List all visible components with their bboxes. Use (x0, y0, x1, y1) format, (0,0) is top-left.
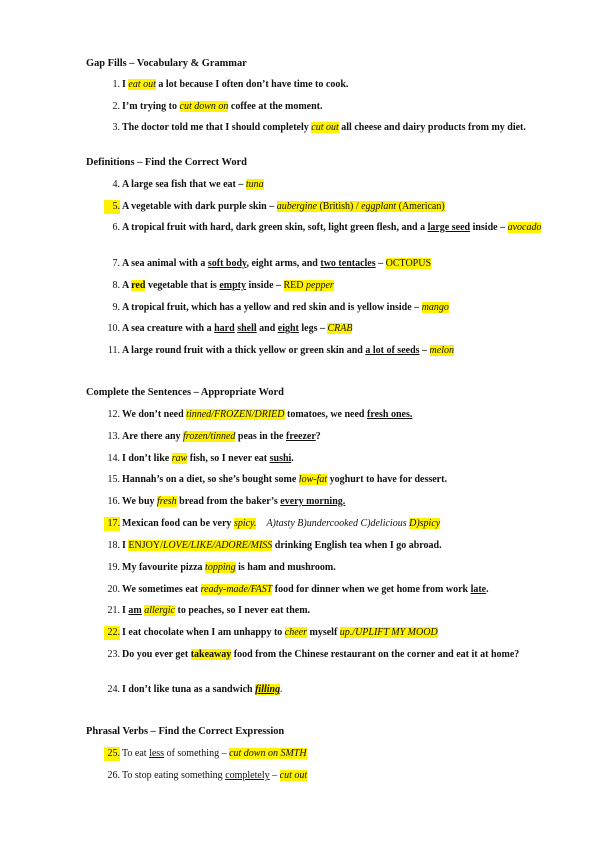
answer-highlight: ready-made/FAST (200, 584, 273, 595)
item-text: We sometimes eat ready-made/FAST food for dinner when we get home from work late. (122, 584, 489, 595)
item-number: 25. (104, 747, 120, 761)
item-text: A vegetable with dark purple skin – aubergine (British) / eggplant (American) (122, 201, 445, 212)
option-d: D)spicy (409, 518, 441, 529)
answer-highlight: cut out (279, 770, 308, 781)
item-text: To eat less of something – cut down on SMTH (122, 748, 307, 759)
item-number: 2. (112, 101, 120, 112)
item-number: 9. (112, 302, 120, 313)
answer-highlight: OCTOPUS (385, 258, 432, 269)
item-number: 10. (107, 323, 120, 334)
item-text: I eat out a lot because I often don’t have time to cook. (122, 79, 349, 90)
item-text: I eat chocolate when I am unhappy to cheer myself up./UPLIFT MY MOOD (122, 627, 438, 638)
answer-highlight: RED (283, 280, 307, 291)
option-a: A)tasty (266, 518, 295, 529)
item-text: A sea creature with a hard shell and eight legs – CRAB (122, 323, 353, 334)
item-text: A tropical fruit, which has a yellow and red skin and is yellow inside – mango (122, 302, 449, 313)
section-title-gap-fills: Gap Fills – Vocabulary & Grammar (86, 58, 247, 69)
answer-highlight: raw (171, 453, 188, 464)
item-text: Are there any frozen/tinned peas in the freezer? (122, 431, 321, 442)
item-number: 23. (107, 649, 120, 660)
answer-highlight: allergic (144, 605, 175, 616)
item-number: 6. (112, 222, 120, 233)
item-number: 20. (107, 584, 120, 595)
answer-highlight: aubergine (276, 201, 317, 212)
answer-highlight: takeaway (190, 649, 232, 660)
section-title-phrasal-verbs: Phrasal Verbs – Find the Correct Expression (86, 726, 285, 737)
item-number: 13. (107, 431, 120, 442)
item-number: 24. (107, 684, 120, 695)
answer-highlight: spicy. (233, 518, 257, 529)
item-number: 12. (107, 409, 120, 420)
answer-highlight: fresh (157, 496, 177, 507)
item-number: 18. (107, 540, 120, 551)
item-text: Mexican food can be very spicy. A)tasty B)undercooked C)delicious D)spicy (122, 518, 441, 529)
item-text: I’m trying to cut down on coffee at the moment. (122, 101, 323, 112)
option-c: C)delicious (360, 518, 407, 529)
item-number: 22. (104, 626, 120, 640)
item-number: 1. (112, 79, 120, 90)
item-number: 16. (107, 496, 120, 507)
answer-highlight: cheer (284, 627, 308, 638)
answer-highlight: low-fat (298, 474, 328, 485)
item-number: 26. (107, 770, 120, 781)
item-text: We buy fresh bread from the baker’s every morning. (122, 496, 346, 507)
item-text: A large sea fish that we eat – tuna (122, 179, 264, 190)
answer-highlight: avocado (507, 222, 542, 233)
answer-highlight: CRAB (327, 323, 353, 334)
item-text: My favourite pizza topping is ham and mushroom. (122, 562, 336, 573)
item-number: 7. (112, 258, 120, 269)
item-text: I ENJOY/LOVE/LIKE/ADORE/MISS drinking English tea when I go abroad. (122, 540, 442, 551)
item-text: The doctor told me that I should completely cut out all cheese and dairy products from my diet. (122, 122, 526, 133)
item-text: To stop eating something completely – cut out (122, 770, 308, 781)
item-text: I don’t like tuna as a sandwich filling. (122, 684, 283, 695)
item-text: A large round fruit with a thick yellow or green skin and a lot of seeds – melon (122, 345, 454, 356)
answer-highlight: eat out (128, 79, 156, 90)
answer-highlight: frozen/tinned (183, 431, 236, 442)
answer-highlight: tinned/FROZEN/DRIED (186, 409, 285, 420)
answer-highlight: cut down on (179, 101, 229, 112)
section-title-complete-sentences: Complete the Sentences – Appropriate Word (86, 387, 284, 398)
item-text: We don’t need tinned/FROZEN/DRIED tomatoes, we need fresh ones. (122, 409, 413, 420)
item-number: 3. (112, 122, 120, 133)
item-text: A tropical fruit with hard, dark green skin, soft, light green flesh, and a large seed inside – avocado (122, 222, 542, 233)
option-b: B)undercooked (297, 518, 358, 529)
answer-highlight: tuna (245, 179, 264, 190)
answer-highlight: topping (205, 562, 236, 573)
answer-highlight: cut down on SMTH (229, 748, 307, 759)
item-number: 19. (107, 562, 120, 573)
answer-highlight: ENJOY/ (128, 540, 163, 551)
item-text: A sea animal with a soft body, eight arms, and two tentacles – OCTOPUS (122, 258, 432, 269)
answer-highlight: mango (421, 302, 449, 313)
item-number: 11. (107, 345, 120, 356)
item-number: 15. (107, 474, 120, 485)
item-text: I am allergic to peaches, so I never eat them. (122, 605, 311, 616)
item-number: 21. (107, 605, 120, 616)
item-text: Hannah’s on a diet, so she’s bought some low-fat yoghurt to have for dessert. (122, 474, 447, 485)
item-number: 4. (112, 179, 120, 190)
item-number: 14. (107, 453, 120, 464)
answer-highlight: filling (255, 684, 281, 695)
item-text: A red vegetable that is empty inside – RED pepper (122, 280, 334, 291)
item-text: I don’t like raw fish, so I never eat sushi. (122, 453, 294, 464)
answer-highlight: cut out (311, 122, 339, 133)
item-number: 5. (104, 200, 120, 214)
item-text: Do you ever get takeaway food from the Chinese restaurant on the corner and eat it at home? (122, 649, 520, 660)
item-number: 17. (104, 517, 120, 531)
item-number: 8. (112, 280, 120, 291)
answer-highlight: melon (429, 345, 454, 356)
section-title-definitions: Definitions – Find the Correct Word (86, 157, 247, 168)
